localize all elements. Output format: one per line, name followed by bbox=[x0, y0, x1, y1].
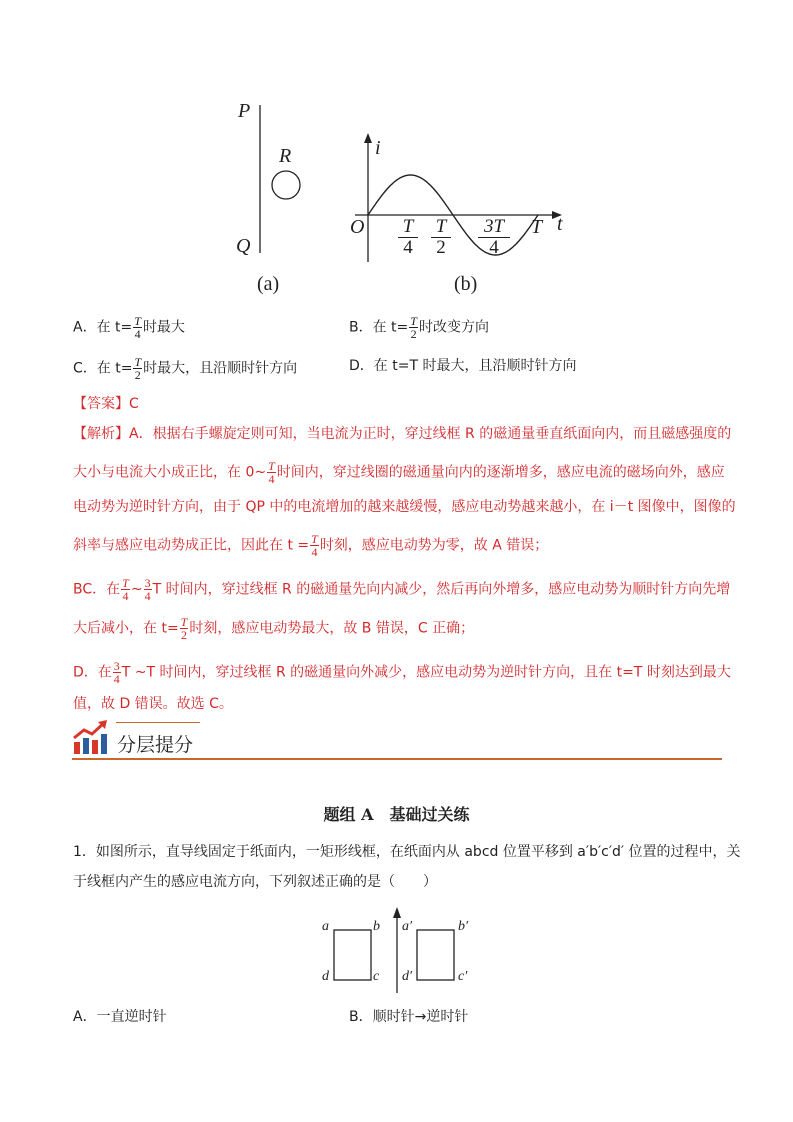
analysis-line-3: 电动势为逆时针方向，由于 QP 中的电流增加的越来越缓慢，感应电动势越来越小，在 i－t 图像中，图像的 bbox=[73, 499, 736, 515]
question-1-option-b: B．顺时针→逆时针 bbox=[349, 1009, 469, 1025]
section-title: 分层提分 bbox=[117, 734, 194, 756]
fig-label-c-prime: c′ bbox=[458, 969, 468, 984]
label-t: t bbox=[557, 213, 563, 235]
tick-3t4 bbox=[478, 217, 510, 258]
fig-label-c: c bbox=[373, 969, 380, 984]
answer: 【答案】C bbox=[73, 396, 139, 412]
question-1-line-1: 1．如图所示，直导线固定于纸面内，一矩形线框，在纸面内从 abcd 位置平移到 a′b′c′d′ 位置的过程中，关 bbox=[73, 844, 741, 860]
tick-3t4-den: 4 bbox=[489, 237, 499, 258]
option-a-prefix: A．在 t= bbox=[73, 319, 133, 336]
analysis-line-2: 大小与电流大小成正比，在 0~ $\frac{T}{4}$ 时间内，穿过线圈的磁通量向内的逐渐增多，感应电流的磁场向外，感应 bbox=[73, 459, 725, 486]
tick-t2-den: 2 bbox=[436, 237, 446, 258]
label-r: R bbox=[279, 145, 292, 167]
option-c-frac: $\frac{T}{2}$ bbox=[134, 355, 142, 382]
label-i: i bbox=[375, 137, 381, 159]
label-T: T bbox=[531, 216, 543, 238]
icon-bar-4 bbox=[101, 734, 107, 754]
option-c bbox=[73, 356, 297, 381]
section-rule bbox=[72, 758, 722, 760]
tick-t4-den: 4 bbox=[403, 237, 413, 258]
frame-abcd-prime bbox=[417, 930, 454, 980]
fig-label-d-prime: d′ bbox=[402, 969, 413, 984]
analysis-line-8: 值，故 D 错误。故选 C。 bbox=[73, 696, 233, 712]
group-heading: 题组 A 基础过关练 bbox=[323, 805, 470, 824]
loop-r bbox=[272, 171, 300, 199]
icon-bar-3 bbox=[92, 740, 98, 754]
frame-abcd bbox=[334, 930, 371, 980]
analysis-line-6: 大后减小，在 t= $\frac{T}{2}$ 时刻，感应电动势最大，故 B 错误，C 正确； bbox=[73, 615, 475, 642]
chart-growth-icon bbox=[72, 720, 110, 756]
fig-label-b-prime: b′ bbox=[458, 919, 469, 934]
caption-a: (a) bbox=[257, 273, 280, 295]
analysis-frac-6: $\frac{3}{4}$ bbox=[113, 659, 120, 686]
icon-trend-line bbox=[74, 723, 104, 738]
wire-arrow bbox=[393, 907, 401, 918]
question-1-option-a: A．一直逆时针 bbox=[73, 1009, 167, 1025]
option-b-frac: $\frac{T}{2}$ bbox=[410, 314, 417, 341]
question-1-figure bbox=[330, 905, 470, 995]
analysis-frac-1: $\frac{T}{4}$ bbox=[268, 459, 275, 486]
tick-t2-num: T bbox=[431, 217, 451, 238]
option-a-suffix: 时最大 bbox=[142, 319, 185, 336]
tick-t4-num: T bbox=[398, 217, 418, 238]
tick-t2 bbox=[431, 217, 451, 258]
fig-label-d: d bbox=[322, 969, 329, 984]
caption-b: (b) bbox=[454, 273, 478, 295]
option-c-prefix: C．在 t= bbox=[73, 360, 133, 377]
label-o: O bbox=[350, 216, 365, 238]
option-b-suffix: 时改变方向 bbox=[418, 319, 489, 336]
analysis-frac-2: $\frac{T}{4}$ bbox=[311, 532, 318, 559]
option-a-frac: $\frac{T}{4}$ bbox=[134, 314, 141, 341]
icon-bar-1 bbox=[74, 742, 80, 754]
analysis-line-7: D．在 $\frac{3}{4}$ T ~T 时间内，穿过线框 R 的磁通量向外减少，感应电动势为逆时针方向，且在 t=T 时刻达到最大 bbox=[73, 659, 731, 686]
section-title-overline bbox=[116, 722, 200, 723]
fig-label-a-prime: a′ bbox=[402, 919, 413, 934]
question-1-line-2: 于线框内产生的感应电流方向，下列叙述正确的是（ ） bbox=[73, 874, 437, 890]
tick-t4 bbox=[398, 217, 418, 258]
option-b bbox=[349, 315, 489, 340]
option-d: D．在 t=T 时最大，且沿顺时针方向 bbox=[349, 358, 577, 374]
analysis-line-4: 斜率与感应电动势成正比，因此在 t = $\frac{T}{4}$ 时刻，感应电动势为零，故 A 错误； bbox=[73, 532, 549, 559]
i-axis-arrow bbox=[364, 133, 372, 143]
tick-3t4-num: 3T bbox=[478, 217, 510, 238]
label-p: P bbox=[238, 100, 251, 122]
analysis-line-1: 【解析】A．根据右手螺旋定则可知，当电流为正时，穿过线框 R 的磁通量垂直纸面向内，而且磁感强度的 bbox=[73, 426, 732, 442]
option-b-prefix: B．在 t= bbox=[349, 319, 409, 336]
fig-label-a: a bbox=[322, 919, 329, 934]
analysis-frac-3: $\frac{T}{4}$ bbox=[122, 576, 129, 603]
option-c-suffix: 时最大，且沿顺时针方向 bbox=[143, 360, 298, 377]
label-q: Q bbox=[236, 235, 251, 257]
fig-label-b: b bbox=[373, 919, 380, 934]
option-a bbox=[73, 315, 185, 340]
analysis-line-5: BC．在 $\frac{T}{4}$ ~ $\frac{3}{4}$ T 时间内，穿过线框 R 的磁通量先向内减少，然后再向外增多，感应电动势为顺时针方向先增 bbox=[73, 576, 731, 603]
icon-bar-2 bbox=[83, 738, 89, 754]
analysis-frac-5: $\frac{T}{2}$ bbox=[180, 615, 188, 642]
analysis-frac-4: $\frac{3}{4}$ bbox=[144, 576, 151, 603]
